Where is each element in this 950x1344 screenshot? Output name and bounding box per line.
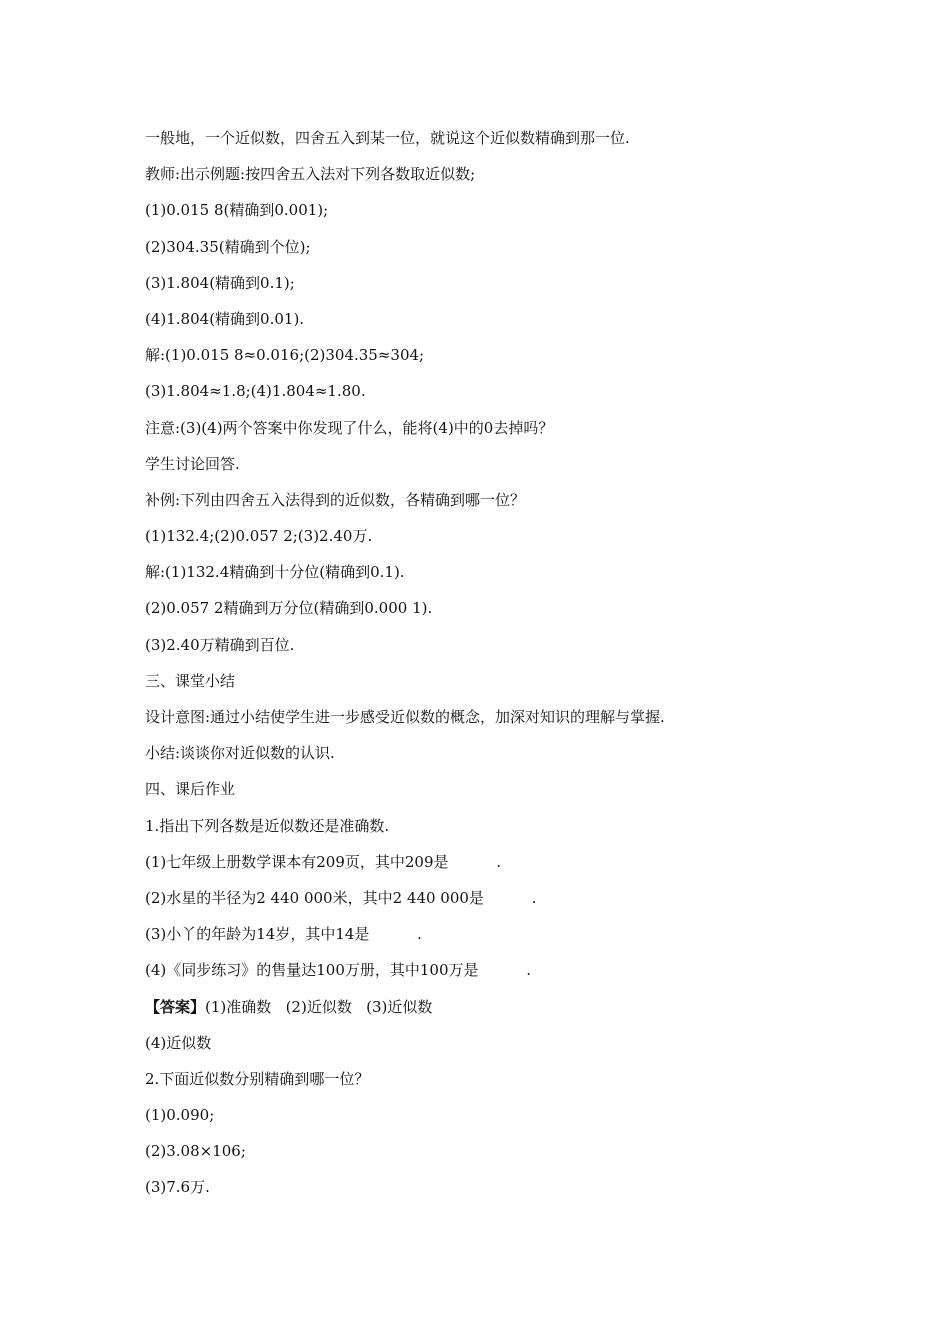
paragraph-line: (3)7.6万. — [145, 1178, 210, 1197]
paragraph-line: (2)水星的半径为2 440 000米，其中2 440 000是 . — [145, 888, 537, 907]
paragraph-line: 学生讨论回答. — [145, 454, 240, 473]
paragraph-line: (1)0.090; — [145, 1106, 215, 1125]
paragraph-line: (4)近似数 — [145, 1033, 212, 1052]
paragraph-line: 设计意图:通过小结使学生进一步感受近似数的概念，加深对知识的理解与掌握. — [145, 708, 665, 726]
answer-tag: 【答案】 — [145, 997, 206, 1016]
paragraph-line: (1)132.4;(2)0.057 2;(3)2.40万. — [145, 527, 373, 546]
paragraph-line: (3)小丫的年龄为14岁，其中14是 . — [145, 925, 422, 944]
paragraph-line: 补例:下列由四舍五入法得到的近似数，各精确到哪一位？ — [145, 490, 526, 509]
paragraph-line: 解:(1)0.015 8≈0.016;(2)304.35≈304; — [145, 346, 425, 365]
answer-text: (1)准确数 (2)近似数 (3)近似数 — [205, 997, 433, 1016]
section-heading: 四、课后作业 — [145, 780, 236, 799]
paragraph-line: (4)1.804(精确到0.01). — [145, 309, 305, 328]
answer-line — [145, 995, 845, 1031]
paragraph-line: (1)0.015 8(精确到0.001); — [145, 201, 329, 220]
paragraph-line: 注意:(3)(4)两个答案中你发现了什么，能将(4)中的0去掉吗？ — [145, 418, 554, 437]
paragraph-line: (2)0.057 2精确到万分位(精确到0.000 1). — [145, 599, 433, 618]
section-heading: 三、课堂小结 — [145, 671, 236, 690]
paragraph-line: 1.指出下列各数是近似数还是准确数. — [145, 816, 390, 835]
paragraph-line: (3)1.804(精确到0.1); — [145, 273, 295, 292]
paragraph-line: 2.下面近似数分别精确到哪一位？ — [145, 1069, 370, 1088]
paragraph-line: (3)2.40万精确到百位. — [145, 635, 295, 654]
paragraph-line: (2)304.35(精确到个位); — [145, 237, 311, 256]
paragraph-line: 教师:出示例题:按四舍五入法对下列各数取近似数; — [145, 165, 476, 184]
paragraph-line: 一般地，一个近似数，四舍五入到某一位，就说这个近似数精确到那一位. — [145, 129, 630, 147]
paragraph-line: (4)《同步练习》的售量达100万册，其中100万是 . — [145, 961, 531, 980]
document-body — [145, 126, 845, 1212]
paragraph-line: (1)七年级上册数学课本有209页，其中209是 . — [145, 852, 501, 871]
paragraph-line: 解:(1)132.4精确到十分位(精确到0.1). — [145, 563, 405, 582]
paragraph-line: (2)3.08×106; — [145, 1142, 246, 1161]
paragraph-line: (3)1.804≈1.8;(4)1.804≈1.80. — [145, 382, 366, 401]
paragraph-line: 小结:谈谈你对近似数的认识. — [145, 744, 335, 763]
